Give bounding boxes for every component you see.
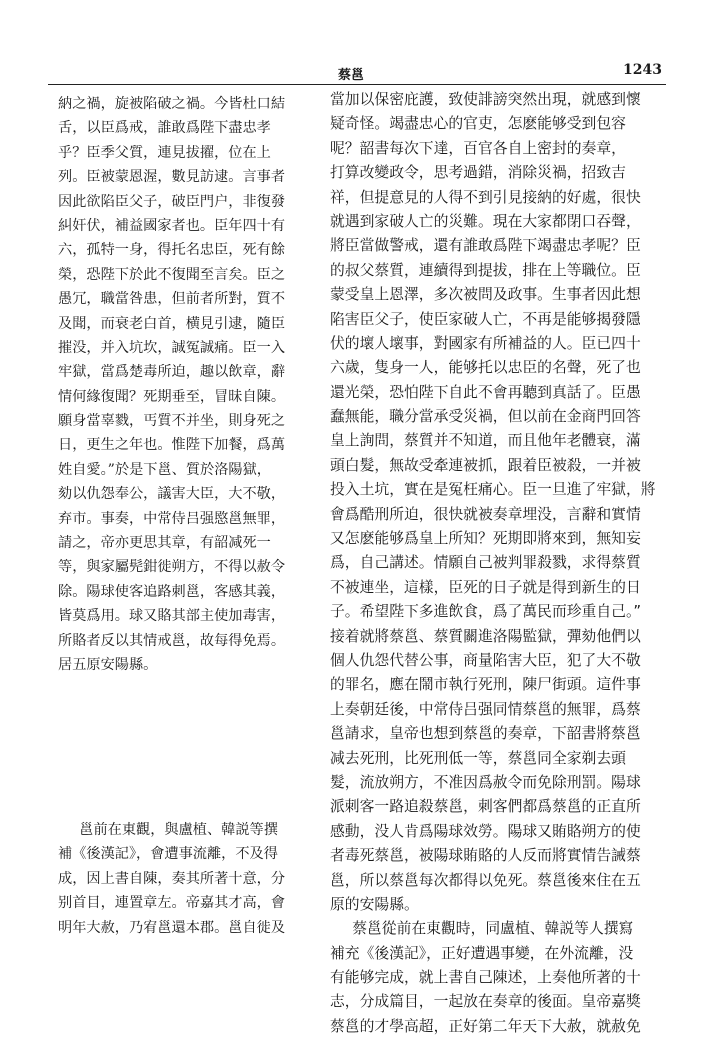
text-line: 摧没，并入坑坎，誠冤誠痛。臣一入 — [58, 339, 286, 356]
text-line: 蔡邕的才學高超，正好第二年天下大赦，就赦免 — [330, 1017, 641, 1035]
text-line: 將臣當做警戒，還有誰敢爲陛下竭盡忠孝呢？臣 — [330, 237, 641, 255]
text-line: 情何緣復聞？死期垂至，冒昧自陳。 — [58, 388, 286, 405]
text-line: 蒙受皇上恩澤，多次被問及政事。生事者因此想 — [330, 286, 641, 304]
modern-translation-column — [330, 88, 664, 1039]
text-line: 邕，所以蔡邕每次都得以免死。蔡邕後來住在五 — [330, 871, 641, 889]
text-line: 愚冗，職當咎患，但前者所對，質不 — [58, 291, 286, 308]
text-line: 成，因上書自陳，奏其所著十意，分 — [58, 870, 286, 887]
text-line: 六歲，隻身一人，能够托以忠臣的名聲，死了也 — [330, 359, 641, 377]
header-rule — [48, 84, 666, 85]
text-line: 乎？臣季父質，連見拔擢，位在上 — [58, 144, 271, 161]
text-line: 六，孤特一身，得托名忠臣，死有餘 — [58, 242, 286, 259]
modern-translation-paragraph-2 — [330, 917, 664, 1039]
text-line: 投入土坑，實在是冤枉痛心。臣一旦進了牢獄，將 — [330, 481, 656, 499]
text-line: 接着就將蔡邕、蔡質關進洛陽監獄，彈劾他們以 — [330, 627, 641, 645]
text-line: 蔡邕從前在東觀時，同盧植、韓説等人撰寫 — [352, 920, 634, 938]
text-line: 舌，以臣爲戒，誰敢爲陛下盡忠孝 — [58, 120, 271, 137]
text-line: 當加以保密庇護，致使誹謗突然出現，就感到懷 — [330, 91, 641, 108]
text-line: 别首目，連置章左。帝嘉其才高，會 — [58, 895, 286, 912]
text-line: 志，分成篇目，一起放在奏章的後面。皇帝嘉獎 — [330, 993, 641, 1011]
classical-text-paragraph-1 — [58, 92, 308, 677]
text-line: 上奏朝廷後，中常侍吕强同情蔡邕的無罪，爲蔡 — [330, 700, 641, 718]
text-line: 有能够完成，就上書自己陳述，上奏他所著的十 — [330, 969, 641, 987]
text-line: 原的安陽縣。 — [330, 895, 419, 913]
text-line: 等，與家屬髡鉗徙朔方，不得以赦令 — [58, 559, 286, 576]
text-line: 居五原安陽縣。 — [58, 656, 158, 673]
text-line: 補充《後漢記》，正好遭遇事變，在外流離，没 — [330, 944, 634, 962]
text-line: 打算改變政令，思考過錯，消除災禍，招致吉 — [330, 164, 626, 182]
text-line: 皆莫爲用。球又賂其部主使加毒害， — [58, 608, 286, 625]
text-line: 又怎麽能够爲皇上所知？死期即將來到，無知妄 — [330, 530, 641, 548]
text-line: 陷害臣父子，使臣家破人亡，不再是能够揭發隱 — [330, 310, 641, 328]
text-line: 頭白髮，無故受牽連被抓，跟着臣被殺，一并被 — [330, 456, 641, 474]
text-line: 感動，没人肯爲陽球效勞。陽球又賄賂朔方的使 — [330, 822, 641, 840]
text-line: 蠢無能，職分當承受災禍，但以前在金商門回答 — [330, 408, 641, 426]
text-line: 糾奸伏，補益國家者也。臣年四十有 — [58, 217, 286, 234]
text-line: 因此欲陷臣父子，破臣門户，非復發 — [58, 193, 286, 210]
text-line: 的叔父蔡質，連續得到提拔，排在上等職位。臣 — [330, 261, 641, 279]
text-line: 明年大赦，乃宥邕還本郡。邕自徙及 — [58, 919, 286, 936]
text-line: 呢？韶書每次下達，百官各自上密封的奏章， — [330, 139, 626, 157]
text-line: 及聞，而衰老白首，横見引逮，隨臣 — [58, 315, 286, 332]
text-line: 髮，流放朔方，不准因爲赦令而免除刑罰。陽球 — [330, 773, 641, 791]
text-line: 日，更生之年也。惟陛下加餐，爲萬 — [58, 437, 286, 454]
page-number: 1243 — [623, 62, 662, 78]
text-line: 還光榮，恐怕陛下自此不會再聽到真話了。臣愚 — [330, 383, 641, 401]
classical-text-paragraph-2 — [58, 818, 308, 940]
text-line: 補《後漢記》，會遭事流離，不及得 — [58, 846, 278, 863]
page-header — [52, 64, 664, 82]
text-line: 姓自愛。”於是下邕、質於洛陽獄， — [58, 461, 271, 478]
text-line: 劾以仇怨奉公，議害大臣，大不敬， — [58, 486, 286, 503]
text-line: 的罪名，應在鬧市執行死刑，陳尸街頭。這件事 — [330, 676, 641, 694]
text-line: 邕前在東觀，與盧植、韓説等撰 — [79, 822, 278, 838]
modern-translation-paragraph-1 — [330, 88, 664, 917]
text-line: 疑奇怪。竭盡忠心的官吏，怎麽能够受到包容 — [330, 115, 626, 133]
text-line: 榮，恐陛下於此不復聞至言矣。臣之 — [58, 266, 286, 283]
text-line: 不被連坐，這樣，臣死的日子就是得到新生的日 — [330, 578, 641, 596]
text-line: 爲，自己講述。情願自己被判罪殺戮，求得蔡質 — [330, 554, 641, 572]
running-title: 蔡邕 — [338, 68, 365, 83]
text-line: 牢獄，當爲楚毒所迫，趣以飲章，辭 — [58, 364, 286, 381]
text-line: 個人仇怨代替公事，商量陷害大臣，犯了大不敬 — [330, 651, 641, 669]
text-line: 願身當辜戮，丐質不并坐，則身死之 — [58, 413, 286, 430]
text-line: 請之，帝亦更思其章，有韶减死一 — [58, 535, 271, 552]
text-line: 祥，但提意見的人得不到引見接納的好處，很快 — [330, 188, 641, 206]
text-line: 就遇到家破人亡的災難。現在大家都閉口吞聲， — [330, 212, 641, 230]
text-line: 所賂者反以其情戒邕，故每得免焉。 — [58, 632, 286, 649]
text-line: 皇上詢問，蔡質并不知道，而且他年老體衰，滿 — [330, 432, 641, 450]
text-line: 者毒死蔡邕，被陽球賄賂的人反而將實情告誡蔡 — [330, 847, 641, 865]
text-line: 邕請求，皇帝也想到蔡邕的奏章，下韶書將蔡邕 — [330, 725, 641, 743]
text-line: 會爲酷刑所迫，很快就被奏章埋没，言辭和實情 — [330, 505, 641, 523]
text-line: 弃市。事奏，中常侍吕强愍邕無罪， — [58, 510, 286, 527]
text-line: 减去死刑，比死刑低一等，蔡邕同全家剃去頭 — [330, 749, 626, 767]
text-line: 除。陽球使客追路刺邕，客感其義， — [58, 583, 286, 600]
text-line: 子。希望陛下多進飲食，爲了萬民而珍重自己。” — [330, 603, 642, 621]
text-line: 納之禍，旋被陷破之禍。今皆杜口結 — [58, 96, 286, 112]
text-line: 伏的壞人壞事，對國家有所補益的人。臣已四十 — [330, 334, 641, 352]
text-line: 列。臣被蒙恩渥，數見訪逮。言事者 — [58, 169, 286, 186]
text-line: 派刺客一路追殺蔡邕，刺客們都爲蔡邕的正直所 — [330, 798, 641, 816]
